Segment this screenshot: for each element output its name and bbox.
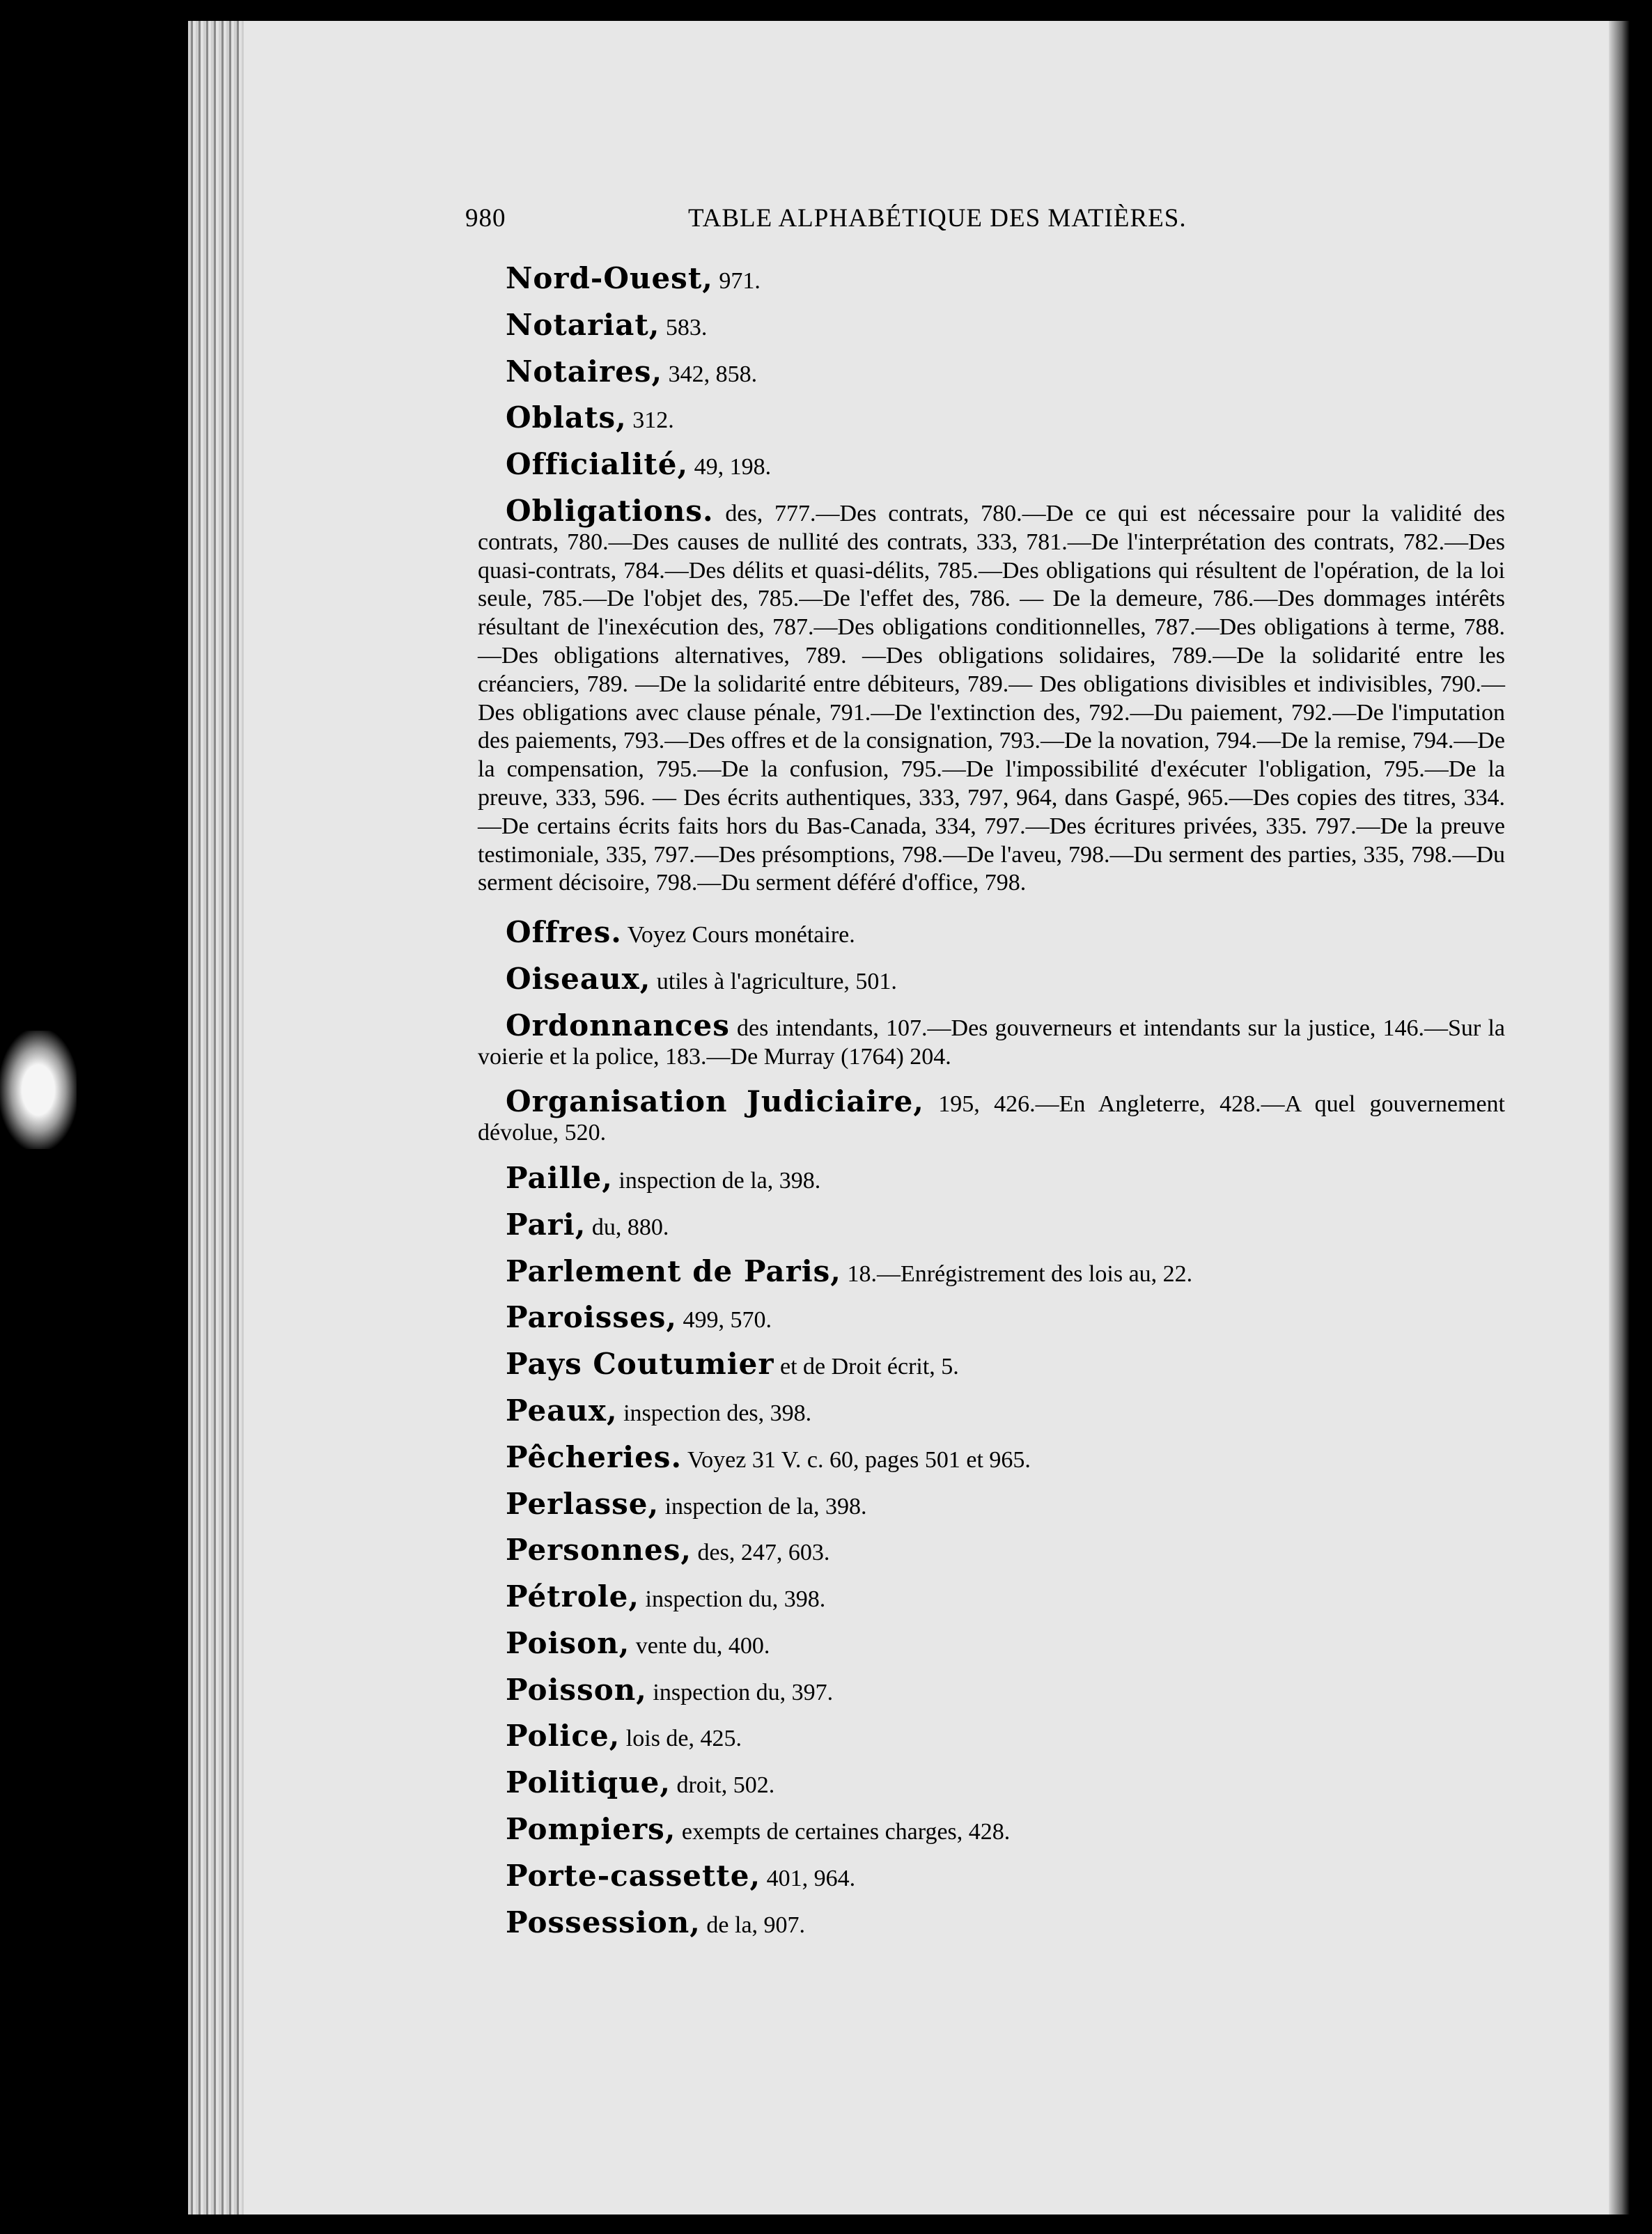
entry-text: 401, 964. — [761, 1865, 856, 1891]
entry-term: Ordonnances — [506, 1008, 730, 1042]
index-entry — [478, 307, 1505, 343]
entry-text: inspection des, 398. — [617, 1400, 812, 1426]
entry-term: Notariat, — [506, 307, 660, 342]
entry-term: Pêcheries. — [506, 1439, 683, 1474]
entry-text: utiles à l'agriculture, 501. — [650, 968, 897, 994]
page-right-edge — [1609, 21, 1630, 2215]
index-entry — [478, 1533, 1505, 1568]
entry-term: Offres. — [506, 915, 622, 950]
entry-text: droit, 502. — [670, 1772, 775, 1799]
entry-text: inspection de la, 398. — [659, 1493, 867, 1520]
entry-text: inspection du, 398. — [639, 1586, 826, 1613]
index-entry — [478, 1765, 1505, 1800]
running-header — [465, 203, 1277, 237]
index-entry — [478, 1439, 1505, 1475]
index-entry — [478, 1486, 1505, 1522]
entry-text: exempts de certaines charges, 428. — [676, 1819, 1011, 1845]
entry-term: Politique, — [506, 1765, 671, 1800]
entry-term: Pétrole, — [506, 1579, 640, 1614]
entry-term: Personnes, — [506, 1533, 692, 1568]
entry-text: vente du, 400. — [630, 1632, 770, 1659]
index-entry — [478, 1905, 1505, 1940]
entry-term: Pari, — [506, 1207, 586, 1242]
entry-term: Notaires, — [506, 354, 663, 389]
index-entry — [478, 447, 1505, 482]
entry-text: inspection de la, 398. — [612, 1167, 821, 1194]
index-entry — [478, 1207, 1505, 1242]
index-entry — [478, 1812, 1505, 1847]
index-entries — [478, 261, 1505, 1955]
index-entry — [478, 961, 1505, 997]
entry-text: du, 880. — [586, 1214, 669, 1240]
index-entry — [478, 1008, 1505, 1072]
index-entry — [478, 400, 1505, 435]
entry-term: Police, — [506, 1719, 621, 1753]
entry-term: Peaux, — [506, 1393, 618, 1428]
index-entry — [478, 1625, 1505, 1661]
index-entry — [478, 493, 1505, 898]
index-entry — [478, 261, 1505, 296]
index-entry — [478, 1719, 1505, 1753]
entry-text: et de Droit écrit, 5. — [774, 1354, 959, 1380]
entry-text: de la, 907. — [700, 1912, 806, 1938]
index-entry — [478, 1347, 1505, 1382]
entry-term: Oiseaux, — [506, 961, 651, 996]
entry-text: 49, 198. — [688, 454, 772, 481]
index-entry — [478, 1672, 1505, 1708]
entry-text: inspection du, 397. — [646, 1679, 834, 1705]
entry-text: lois de, 425. — [620, 1726, 742, 1752]
index-entry — [478, 1084, 1505, 1148]
entry-term: Pompiers, — [506, 1812, 676, 1847]
entry-term: Paroisses, — [506, 1300, 678, 1335]
entry-text: des intendants, 107.—Des gouverneurs et intendants sur la justice, 146.—Sur la voierie et la police, 183.—De Murray (1764) 204. — [478, 1015, 1505, 1070]
entry-term: Perlasse, — [506, 1486, 660, 1521]
page-title: TABLE ALPHABÉTIQUE DES MATIÈRES. — [688, 204, 1187, 233]
entry-text: 971. — [712, 268, 761, 294]
entry-text: 499, 570. — [677, 1307, 772, 1334]
entry-text: des, 777.—Des contrats, 780.—De ce qui est nécessaire pour la validité des contrats, 780.—Des causes de nullité des contrats, 333, 781.—De l'interprétation des contrats, 782.—Des quasi-contrats, 784.—Des délits et quasi-délits, 785.—Des obligations qui résultent de l'opération, de la loi seule, 785.—De l'objet des, 785.—De l'effet des, 786. — De la demeure, 786.—Des dommages intérêts résultant de l'inexécution des, 787.—Des obligations conditionnelles, 787.—Des obligations à terme, 788.—Des obligations alternatives, 789. —Des obligations solidaires, 789.—De la solidarité entre les créanciers, 789. —De la solidarité entre débiteurs, 789.— Des obligations divisibles et indivisibles, 790.—Des obligations avec clause pénale, 791.—De l'extinction des, 792.—Du paiement, 792.—De l'imputation des paiements, 793.—Des offres et de la consignation, 793.—De la novation, 794.—De la remise, 794.—De la compensation, 795.—De la confusion, 795.—De l'impossibilité d'exécuter l'obligation, 795.—De la preuve, 333, 596. — Des écrits authentiques, 333, 797, 964, dans Gaspé, 965.—Des copies des titres, 334.—De certains écrits faits hors du Bas-Canada, 334, 797.—Des écritures privées, 335. 797.—De la preuve testimoniale, 335, 797.—Des présomptions, 798.—De l'aveu, 798.—Du serment des parties, 335, 798.—Du serment décisoire, 798.—Du serment déféré d'office, 798. — [478, 500, 1505, 896]
entry-term: Parlement de Paris, — [506, 1253, 841, 1288]
scan-blot — [0, 1031, 77, 1149]
entry-term: Organisation Judiciaire, — [506, 1084, 924, 1119]
entry-term: Poisson, — [506, 1672, 647, 1707]
entry-text: 312. — [626, 407, 674, 434]
entry-text: Voyez Cours monétaire. — [621, 922, 855, 948]
entry-term: Porte-cassette, — [506, 1858, 761, 1893]
entry-text: 18.—Enrégistrement des lois au, 22. — [841, 1260, 1193, 1287]
index-entry — [478, 1253, 1505, 1289]
entry-text: 583. — [660, 314, 708, 341]
entry-term: Officialité, — [506, 447, 689, 482]
entry-text: 342, 858. — [662, 361, 758, 387]
entry-term: Oblats, — [506, 400, 627, 435]
entry-term: Nord-Ouest, — [506, 261, 713, 295]
entry-text: des, 247, 603. — [692, 1540, 830, 1566]
entry-text: 195, 426.—En Angleterre, 428.—A quel gouvernement dévolue, 520. — [478, 1091, 1505, 1146]
page-number: 980 — [465, 204, 506, 233]
entry-term: Poison, — [506, 1625, 630, 1660]
entry-term: Pays Coutumier — [506, 1347, 774, 1382]
index-entry — [478, 1160, 1505, 1196]
index-entry — [478, 1579, 1505, 1614]
entry-text: Voyez 31 V. c. 60, pages 501 et 965. — [682, 1446, 1031, 1473]
index-entry — [478, 1300, 1505, 1335]
entry-term: Obligations. — [506, 493, 714, 528]
index-entry — [478, 354, 1505, 389]
entry-term: Paille, — [506, 1160, 613, 1195]
index-entry — [478, 1858, 1505, 1893]
index-entry — [478, 915, 1505, 950]
index-entry — [478, 1393, 1505, 1428]
entry-term: Possession, — [506, 1905, 701, 1939]
